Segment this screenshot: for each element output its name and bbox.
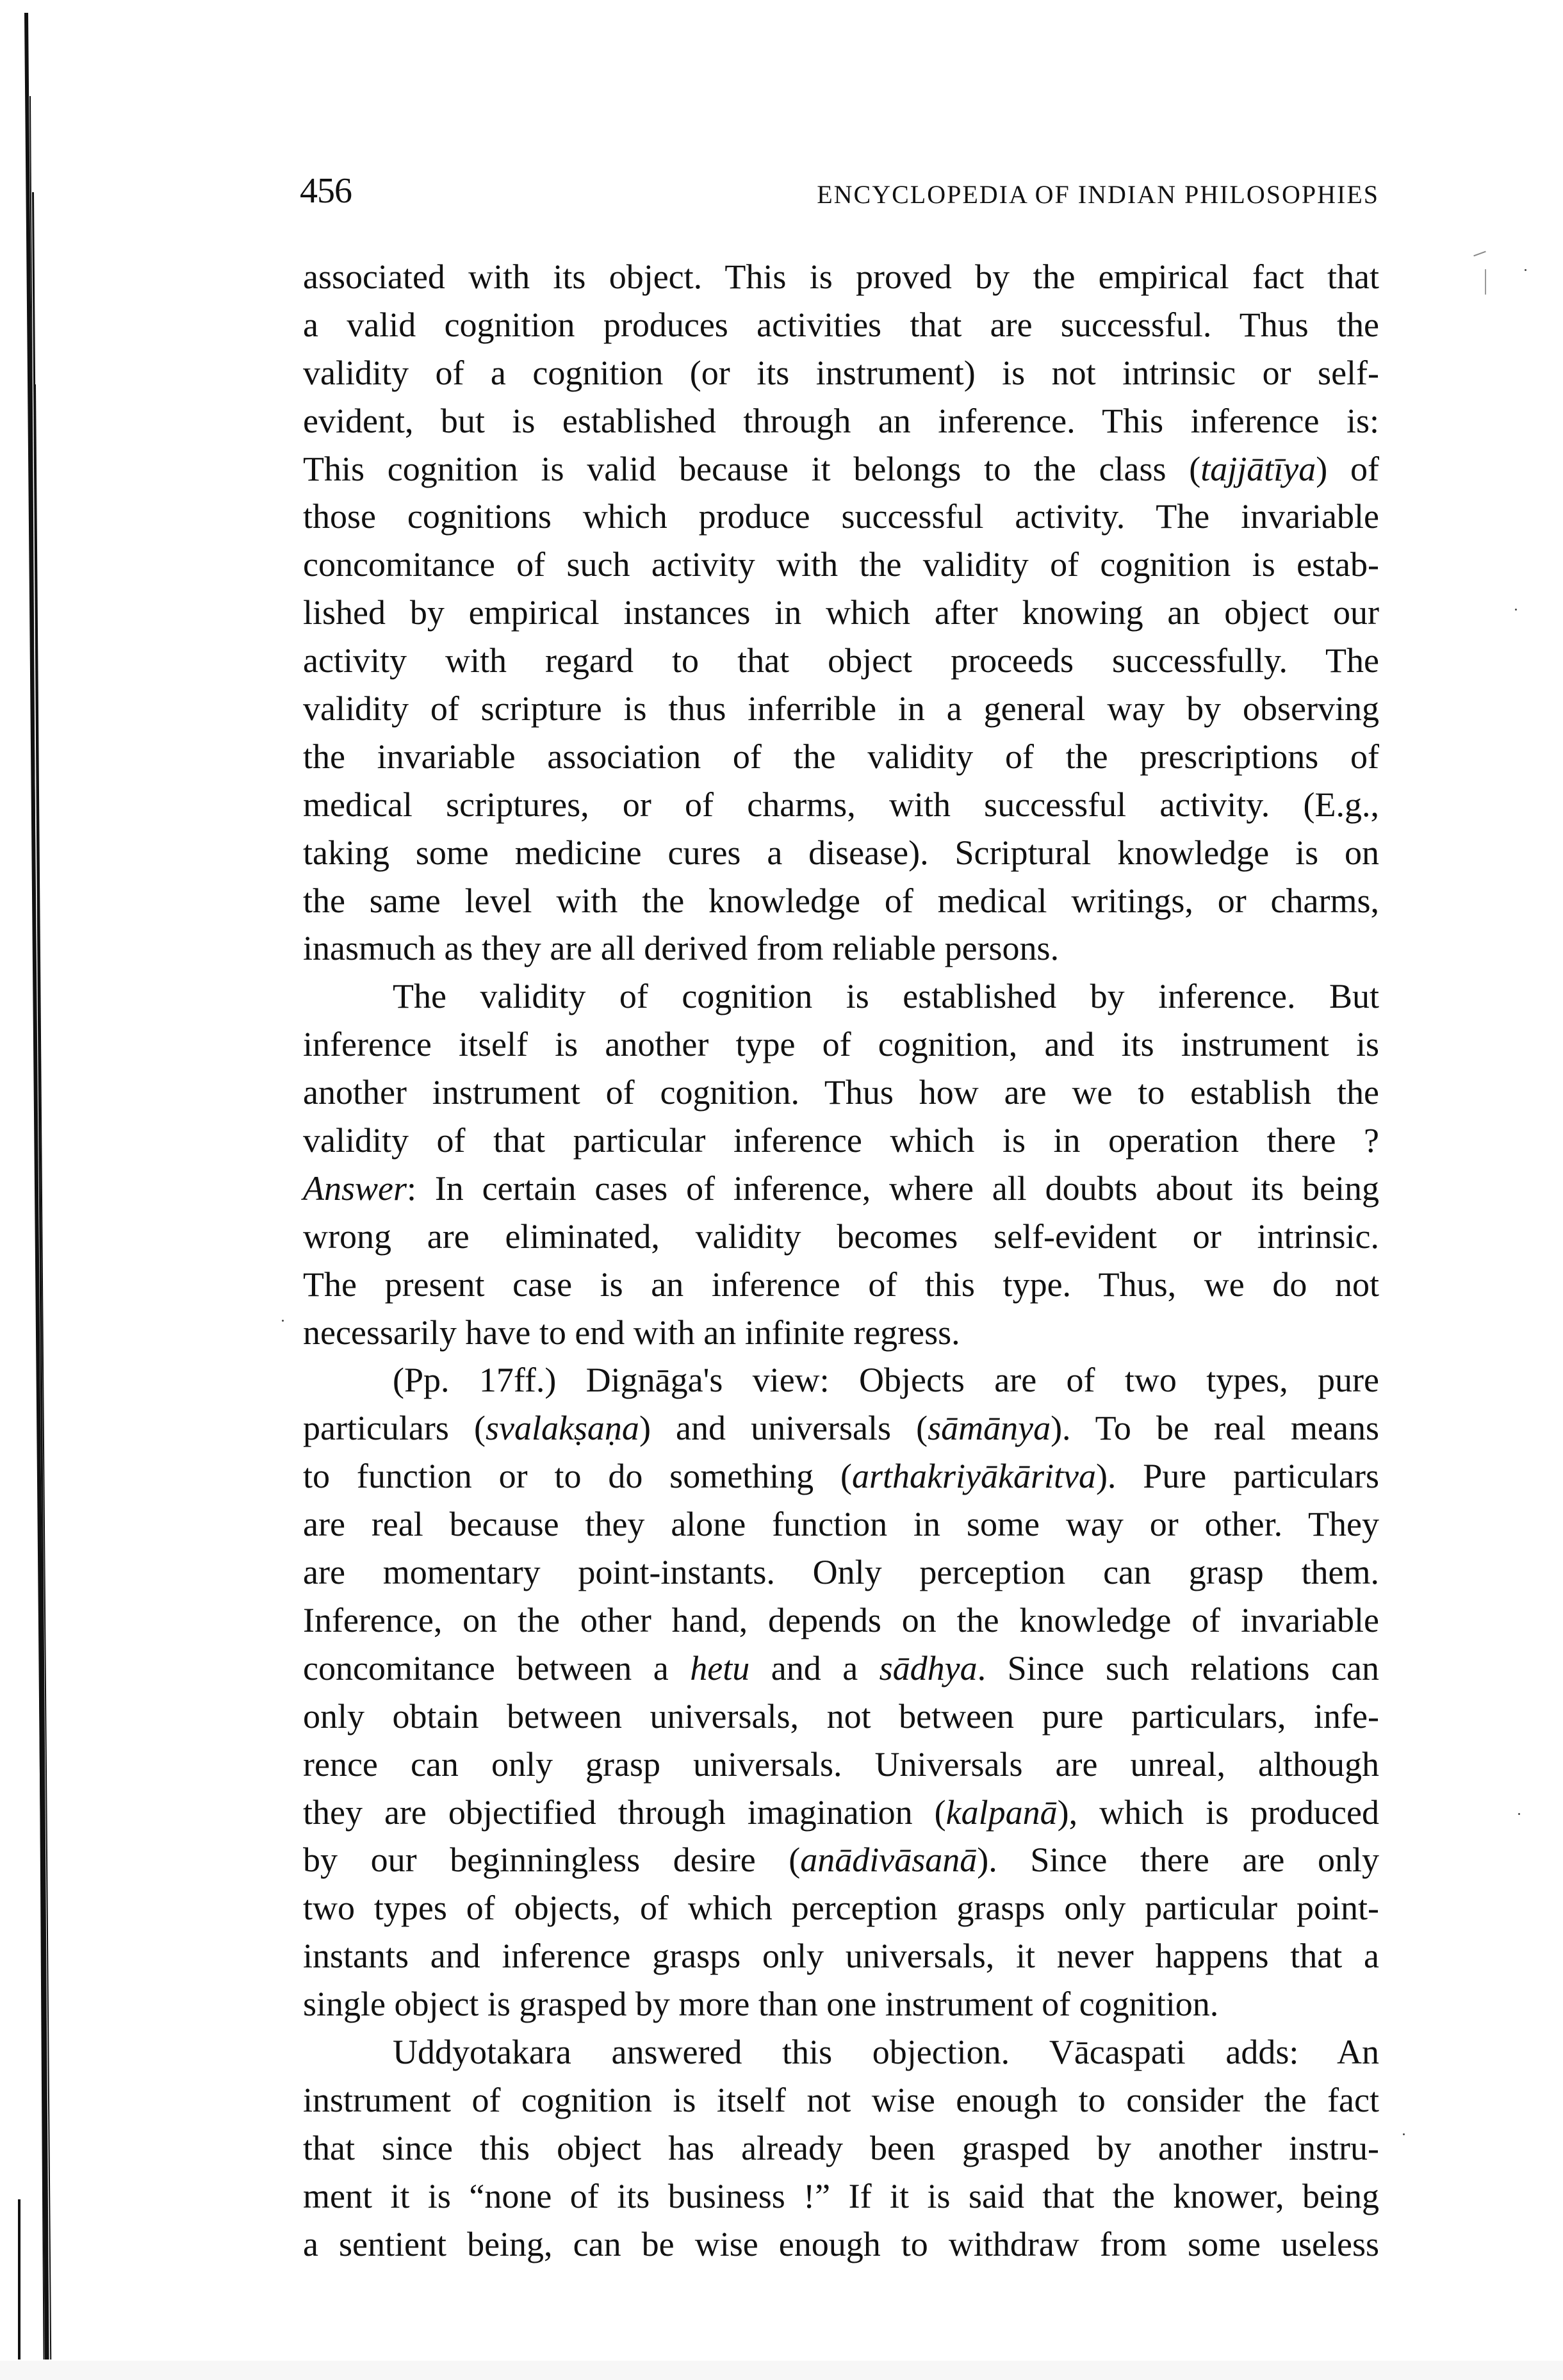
running-title: ENCYCLOPEDIA OF INDIAN PHILOSOPHIES xyxy=(817,180,1379,209)
scan-speck xyxy=(282,1320,284,1322)
scan-bottom-edge xyxy=(0,2361,1563,2380)
italic-term: sādhya xyxy=(879,1648,978,1687)
text-line: the invariable association of the validity of the prescriptions of xyxy=(303,737,1379,776)
text-line: the same level with the knowledge of medical writings, or charms, xyxy=(303,881,1379,920)
text-line: instrument of cognition is itself not wise enough to consider the fact xyxy=(303,2080,1379,2119)
paragraph xyxy=(303,2028,1379,2268)
text-line: concomitance of such activity with the validity of cognition is estab- xyxy=(303,545,1379,584)
italic-term: Answer xyxy=(303,1169,407,1208)
text-line: those cognitions which produce successful activity. The invariable xyxy=(303,497,1379,536)
paragraph xyxy=(303,253,1379,973)
text-line: associated with its object. This is proved by the empirical fact that xyxy=(303,258,1379,296)
italic-term: tajjātīya xyxy=(1200,449,1316,488)
text-line: (Pp. 17ff.) Dignāga's view: Objects are of two types, pure xyxy=(393,1361,1379,1400)
text-line: medical scriptures, or of charms, with successful activity. (E.g., xyxy=(303,785,1379,824)
scan-speck xyxy=(1473,251,1485,257)
text-line: inference itself is another type of cognition, and its instrument is xyxy=(303,1025,1379,1064)
running-head xyxy=(300,172,1379,210)
scan-speck xyxy=(1525,269,1526,271)
text-line: by our beginningless desire (anādivāsanā). Since there are only xyxy=(303,1841,1380,1880)
text-line: instants and inference grasps only universals, it never happens that a xyxy=(303,1937,1379,1976)
text-line: they are objectified through imagination (kalpanā), which is produced xyxy=(303,1793,1379,1832)
text-line: necessarily have to end with an infinite regress. xyxy=(303,1313,960,1352)
body-text xyxy=(303,253,1379,2268)
page-number: 456 xyxy=(300,171,352,211)
text-line: wrong are eliminated, validity becomes self-evident or intrinsic. xyxy=(303,1217,1379,1256)
text-line: taking some medicine cures a disease). Scriptural knowledge is on xyxy=(303,833,1379,872)
text-line: The validity of cognition is established by inference. But xyxy=(393,977,1379,1016)
text-line: validity of scripture is thus inferrible in a general way by observing xyxy=(303,689,1379,728)
text-line: two types of objects, of which perception grasps only particular point- xyxy=(303,1889,1379,1928)
text-line: are momentary point-instants. Only perception can grasp them. xyxy=(303,1553,1379,1592)
paragraph xyxy=(303,1356,1379,2028)
text-line: ment it is “none of its business !” If it is said that the knower, being xyxy=(303,2176,1379,2215)
italic-term: arthakriyākāritva xyxy=(852,1457,1096,1496)
text-line: validity of that particular inference which is in operation there ? xyxy=(303,1121,1379,1160)
text-line: concomitance between a hetu and a sādhya. Since such relations can xyxy=(303,1648,1379,1687)
text-line: activity with regard to that object proceeds successfully. The xyxy=(303,641,1379,680)
italic-term: hetu xyxy=(690,1648,750,1687)
text-line: single object is grasped by more than one instrument of cognition. xyxy=(303,1985,1219,2024)
text-line: evident, but is established through an inference. This inference is: xyxy=(303,401,1379,440)
italic-term: svalakṣaṇa xyxy=(485,1409,639,1448)
italic-term: sāmānya xyxy=(928,1409,1051,1448)
text-line: This cognition is valid because it belongs to the class (tajjātīya) of xyxy=(303,449,1379,488)
scan-speck xyxy=(1515,609,1517,611)
scan-speck xyxy=(1485,269,1486,295)
scan-speck xyxy=(1518,1813,1520,1815)
text-line: inasmuch as they are all derived from reliable persons. xyxy=(303,929,1060,968)
text-line: to function or to do something (arthakriyākāritva). Pure particulars xyxy=(303,1457,1380,1496)
text-line: that since this object has already been grasped by another instru- xyxy=(303,2128,1379,2167)
text-line: Answer: In certain cases of inference, where all doubts about its being xyxy=(303,1169,1379,1208)
text-line: Inference, on the other hand, depends on the knowledge of invariable xyxy=(303,1600,1379,1639)
binding-edge-line xyxy=(32,192,49,2359)
text-line: lished by empirical instances in which after knowing an object our xyxy=(303,593,1379,632)
italic-term: kalpanā xyxy=(945,1793,1058,1832)
text-line: particulars (svalakṣaṇa) and universals (sāmānya). To be real means xyxy=(303,1409,1379,1448)
text-line: rence can only grasp universals. Universals are unreal, although xyxy=(303,1744,1379,1784)
italic-term: anādivāsanā xyxy=(800,1841,978,1880)
text-line: are real because they alone function in some way or other. They xyxy=(303,1505,1379,1544)
text-line: The present case is an inference of this type. Thus, we do not xyxy=(303,1265,1379,1304)
paragraph xyxy=(303,973,1379,1356)
binding-edge-line xyxy=(18,2199,20,2359)
text-line: a sentient being, can be wise enough to withdraw from some useless xyxy=(303,2224,1379,2263)
text-line: only obtain between universals, not between pure particulars, infe- xyxy=(303,1696,1379,1736)
text-line: Uddyotakara answered this objection. Vācaspati adds: An xyxy=(393,2032,1379,2071)
text-line: a valid cognition produces activities that are successful. Thus the xyxy=(303,305,1379,344)
text-line: another instrument of cognition. Thus how are we to establish the xyxy=(303,1073,1379,1112)
text-line: validity of a cognition (or its instrument) is not intrinsic or self- xyxy=(303,353,1379,392)
scan-speck xyxy=(1403,2133,1405,2135)
